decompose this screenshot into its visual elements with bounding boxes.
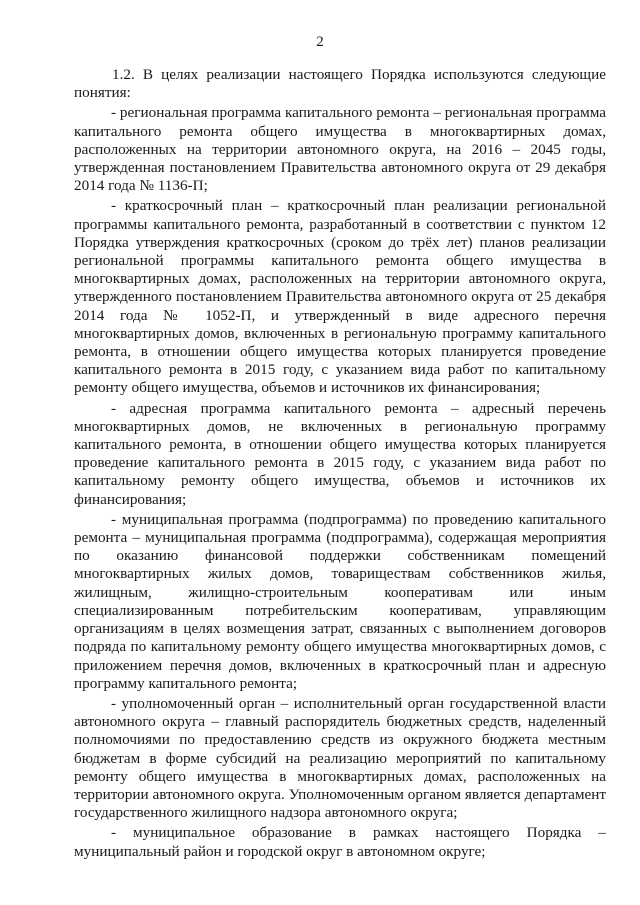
document-body [74,66,606,863]
definition-municipal-program: - муниципальная программа (подпрограмма) по проведению капитального ремонта – муниципальная программа (подпрограмма), содержащая мероприятия по оказанию финансовой поддержки собственникам помещений многоквартирных жилых домов, товариществам собственников жилья, жилищным, жилищно-строительным кооперативам или иным специализированным потребительским кооперативам, управляющим организациям в целях возмещения затрат, связанных с выполнением договоров подряда по капитальному ремонту общего имущества многоквартирных домов, с приложением перечня домов, включенных в краткосрочный план и адресную программу капитального ремонта; [74,510,606,692]
definition-address-program: - адресная программа капитального ремонта – адресный перечень многоквартирных домов, не включенных в региональную программу капитального ремонта, в отношении общего имущества которых планируется проведение капитального ремонта в 2015 году, с указанием вида работ по капитальному ремонту общего имущества, объемов и источников их финансирования; [74,399,606,508]
definition-short-term-plan: - краткосрочный план – краткосрочный план реализации региональной программы капитального ремонта, разработанный в соответствии с пунктом 12 Порядка утверждения краткосрочных (сроком до трёх лет) планов реализации региональной программы капитального ремонта общего имущества в многоквартирных домах, расположенных на территории автономного округа, утвержденного постановлением Правительства автономного округа от 25 декабря 2014 года № 1052-П, и утвержденный в виде адресного перечня многоквартирных домов, включенных в региональную программу капитального ремонта, в отношении общего имущества которых планируется проведение капитального ремонта в 2015 году, с указанием вида работ по капитальному ремонту общего имущества, объемов и источников их финансирования; [74,197,606,397]
definition-authorized-body: - уполномоченный орган – исполнительный орган государственной власти автономного округа – главный распорядитель бюджетных средств, наделенный полномочиями по предоставлению средств из окружного бюджета местным бюджетам в форме субсидий на реализацию мероприятий по капитальному ремонту общего имущества в многоквартирных домах, расположенных на территории автономного округа. Уполномоченным органом является департамент государственного жилищного надзора автономного округа; [74,694,606,822]
definition-regional-program: - региональная программа капитального ремонта – региональная программа капитального ремонта общего имущества в многоквартирных домах, расположенных на территории автономного округа, на 2016 – 2045 годы, утвержденная постановлением Правительства автономного округа от 29 декабря 2014 года № 1136-П; [74,104,606,195]
definition-municipality: - муниципальное образование в рамках настоящего Порядка – муниципальный район и городской округ в автономном округе; [74,824,606,860]
page-number: 2 [316,34,324,50]
section-intro: 1.2. В целях реализации настоящего Порядка используются следующие понятия: [74,66,606,102]
